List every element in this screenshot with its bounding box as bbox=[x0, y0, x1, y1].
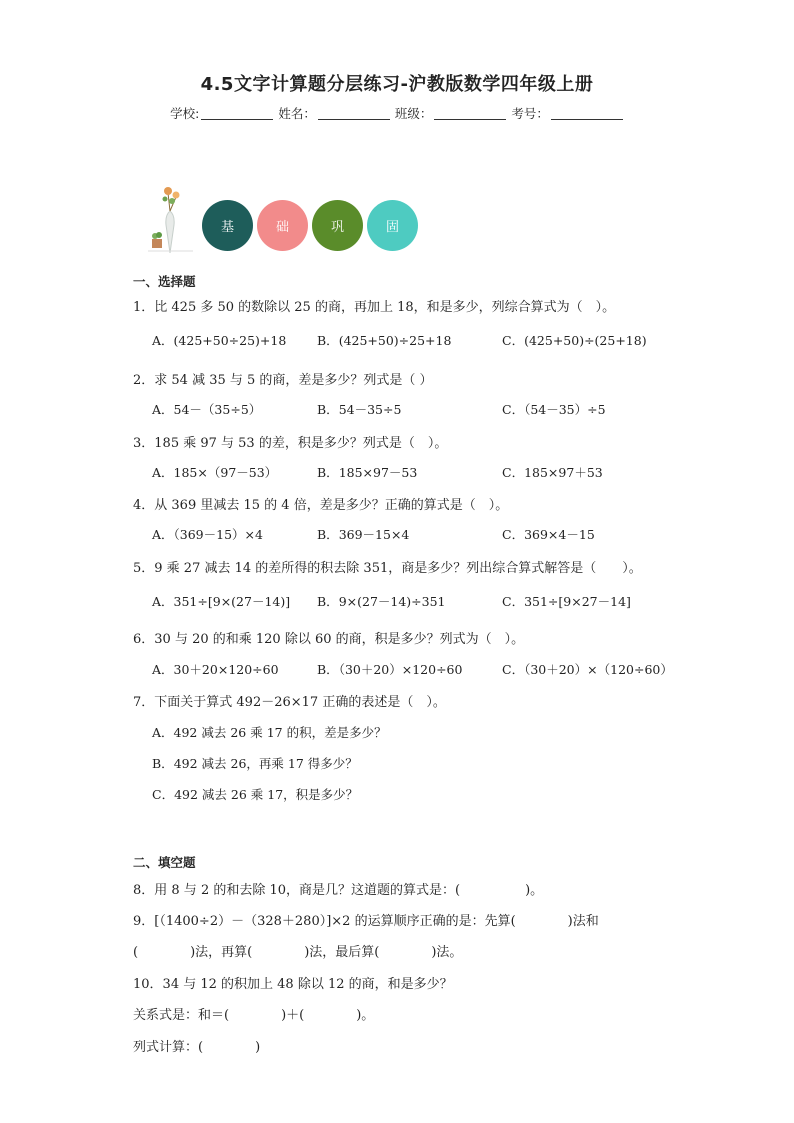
option-letter: A． bbox=[152, 402, 174, 417]
option-expr: 30＋20×120÷60 bbox=[173, 662, 279, 677]
question-10-calculation: 列式计算：( ) bbox=[133, 1040, 261, 1055]
class-blank[interactable] bbox=[434, 107, 506, 120]
option-b[interactable] bbox=[317, 331, 451, 349]
option-letter: B． bbox=[317, 594, 339, 609]
option-expr: 369－15×4 bbox=[338, 527, 410, 542]
option-a[interactable] bbox=[152, 660, 279, 678]
student-info-line bbox=[0, 104, 794, 122]
option-expr: （369－15）×4 bbox=[173, 527, 263, 542]
badge-gu: 固 bbox=[367, 200, 418, 251]
question-8: 8．用 8 与 2 的和去除 10，商是几？这道题的算式是：( )。 bbox=[133, 883, 544, 898]
option-letter: A． bbox=[152, 594, 174, 609]
option-expr: （30＋20）×（120÷60） bbox=[524, 662, 673, 677]
question-6: 6．30 与 20 的和乘 120 除以 60 的商，积是多少？列式为（ ）。 bbox=[133, 632, 525, 647]
option-letter: C． bbox=[502, 662, 525, 677]
option-a[interactable] bbox=[152, 331, 286, 349]
question-6-options bbox=[152, 660, 712, 680]
question-9: 9．[（1400÷2）－（328＋280）]×2 的运算顺序正确的是：先算( )法和 bbox=[133, 914, 599, 929]
option-letter: B． bbox=[317, 527, 339, 542]
option-letter: A． bbox=[152, 662, 174, 677]
badge-chu: 础 bbox=[257, 200, 308, 251]
option-expr: 9×(27－14)÷351 bbox=[338, 594, 446, 609]
plant-vase-icon bbox=[148, 185, 193, 253]
option-letter: C． bbox=[502, 465, 525, 480]
option-c[interactable] bbox=[502, 525, 595, 543]
option-expr: (425+50)÷25+18 bbox=[338, 333, 452, 348]
option-b[interactable] bbox=[317, 660, 462, 678]
option-expr: 492 减去 26 乘 17，积是多少？ bbox=[174, 787, 359, 802]
option-expr: (425+50÷25)+18 bbox=[173, 333, 287, 348]
name-blank[interactable] bbox=[318, 107, 390, 120]
option-letter: C． bbox=[502, 402, 525, 417]
option-b[interactable] bbox=[317, 463, 417, 481]
option-letter: C． bbox=[502, 594, 525, 609]
option-letter: B． bbox=[317, 465, 339, 480]
option-a[interactable] bbox=[152, 463, 277, 481]
class-label: 班级： bbox=[394, 106, 433, 121]
question-10-relation: 关系式是：和＝( )＋( )。 bbox=[133, 1008, 375, 1023]
option-letter: C． bbox=[152, 787, 175, 802]
option-expr: 492 减去 26 乘 17 的积，差是多少？ bbox=[173, 725, 387, 740]
option-letter: A． bbox=[152, 527, 174, 542]
option-expr: （30＋20）×120÷60 bbox=[338, 662, 463, 677]
option-c[interactable] bbox=[502, 331, 647, 349]
option-expr: 54－35÷5 bbox=[338, 402, 402, 417]
option-c[interactable] bbox=[502, 463, 603, 481]
school-label: 学校: bbox=[170, 106, 200, 121]
option-expr: 492 减去 26，再乘 17 得多少？ bbox=[173, 756, 358, 771]
question-10: 10．34 与 12 的积加上 48 除以 12 的商，和是多少？ bbox=[133, 977, 453, 992]
question-7: 7．下面关于算式 492－26×17 正确的表述是（ ）。 bbox=[133, 695, 446, 710]
option-c[interactable] bbox=[502, 592, 631, 610]
question-2-options bbox=[152, 400, 712, 420]
option-expr: 185×97＋53 bbox=[524, 465, 603, 480]
exam-number-blank[interactable] bbox=[551, 107, 623, 120]
option-a[interactable] bbox=[152, 400, 261, 418]
option-a[interactable] bbox=[152, 525, 263, 543]
option-letter: A． bbox=[152, 333, 174, 348]
question-3: 3．185 乘 97 与 53 的差，积是多少？列式是（ ）。 bbox=[133, 436, 448, 451]
option-c[interactable] bbox=[502, 660, 673, 678]
option-letter: A． bbox=[152, 725, 174, 740]
option-letter: A． bbox=[152, 465, 174, 480]
exam-number-label: 考号： bbox=[511, 106, 549, 121]
question-5: 5．9 乘 27 减去 14 的差所得的积去除 351，商是多少？列出综合算式解答是（ ）。 bbox=[133, 561, 642, 576]
option-b[interactable] bbox=[152, 754, 358, 772]
section-fill-heading: 二、填空题 bbox=[133, 855, 196, 870]
section-badges bbox=[202, 200, 418, 251]
question-5-options bbox=[152, 592, 712, 612]
option-letter: B． bbox=[317, 333, 339, 348]
question-2: 2．求 54 减 35 与 5 的商，差是多少？列式是（ ） bbox=[133, 373, 433, 388]
option-b[interactable] bbox=[317, 525, 409, 543]
option-letter: C． bbox=[502, 333, 525, 348]
question-3-options bbox=[152, 463, 712, 483]
option-letter: B． bbox=[317, 662, 339, 677]
option-letter: B． bbox=[317, 402, 339, 417]
option-expr: 185×（97－53） bbox=[173, 465, 278, 480]
option-expr: 369×4－15 bbox=[524, 527, 595, 542]
page-title: 4.5文字计算题分层练习-沪教版数学四年级上册 bbox=[200, 74, 594, 95]
question-4-options bbox=[152, 525, 712, 545]
question-4: 4．从 369 里减去 15 的 4 倍，差是多少？正确的算式是（ ）。 bbox=[133, 498, 509, 513]
name-label: 姓名： bbox=[278, 106, 316, 121]
option-expr: 351÷[9×(27－14)] bbox=[173, 594, 291, 609]
option-expr: 351÷[9×27－14] bbox=[524, 594, 631, 609]
option-a[interactable] bbox=[152, 723, 387, 741]
option-b[interactable] bbox=[317, 400, 401, 418]
option-expr: （54－35）÷5 bbox=[524, 402, 606, 417]
question-1-options bbox=[152, 331, 712, 351]
option-letter: C． bbox=[502, 527, 525, 542]
option-expr: 54－（35÷5） bbox=[173, 402, 262, 417]
option-b[interactable] bbox=[317, 592, 446, 610]
question-1: 1．比 425 多 50 的数除以 25 的商，再加上 18，和是多少，列综合算式为（ ）。 bbox=[133, 300, 616, 315]
section-choice-heading: 一、选择题 bbox=[133, 274, 196, 289]
option-c[interactable] bbox=[502, 400, 606, 418]
school-blank[interactable] bbox=[201, 107, 273, 120]
option-letter: B． bbox=[152, 756, 174, 771]
badge-gong: 巩 bbox=[312, 200, 363, 251]
option-a[interactable] bbox=[152, 592, 290, 610]
badge-ji: 基 bbox=[202, 200, 253, 251]
option-c[interactable] bbox=[152, 785, 358, 803]
option-expr: (425+50)÷(25+18) bbox=[524, 333, 647, 348]
option-expr: 185×97－53 bbox=[338, 465, 418, 480]
question-9-continued: ( )法，再算( )法，最后算( )法。 bbox=[133, 945, 463, 960]
